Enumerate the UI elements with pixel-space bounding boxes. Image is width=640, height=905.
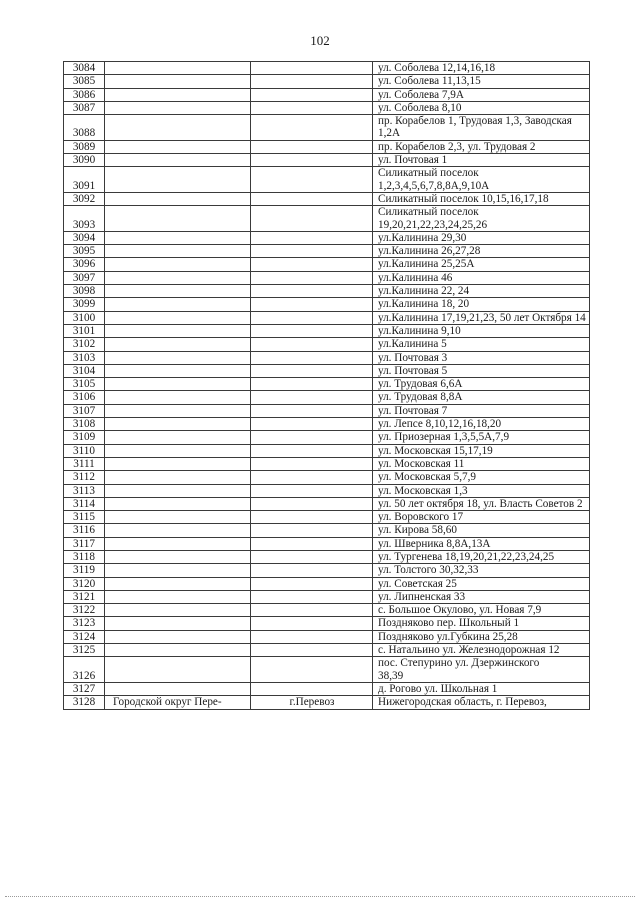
municipality-cell (105, 418, 251, 431)
row-number-cell: 3087 (64, 101, 105, 114)
table-row (64, 550, 590, 563)
address-cell: ул. Лепсе 8,10,12,16,18,20 (373, 418, 590, 431)
municipality-cell (105, 115, 251, 141)
locality-cell (251, 324, 373, 337)
address-cell: ул.Калинина 46 (373, 271, 590, 284)
row-number-cell: 3118 (64, 550, 105, 563)
locality-cell (251, 537, 373, 550)
locality-cell (251, 444, 373, 457)
address-cell (373, 311, 590, 324)
table-row (64, 604, 590, 617)
municipality-cell (105, 324, 251, 337)
locality-cell (251, 351, 373, 364)
municipality-cell (105, 630, 251, 643)
municipality-cell (105, 364, 251, 377)
row-number-cell: 3128 (64, 696, 105, 709)
municipality-cell (105, 550, 251, 563)
table-row (64, 577, 590, 590)
locality-cell (251, 115, 373, 141)
municipality-cell (105, 140, 251, 153)
row-number-cell: 3097 (64, 271, 105, 284)
table-row (64, 167, 590, 193)
locality-cell (251, 271, 373, 284)
table-row (64, 154, 590, 167)
table-row (64, 617, 590, 630)
row-number-cell: 3106 (64, 391, 105, 404)
table-row (64, 140, 590, 153)
address-line: пр. Корабелов 1, Трудовая 1,3, Заводская 1,2А (378, 115, 572, 140)
locality-cell (251, 378, 373, 391)
row-number-cell: 3096 (64, 258, 105, 271)
page-edge-line (5, 896, 635, 897)
locality-cell (251, 298, 373, 311)
row-number-cell: 3099 (64, 298, 105, 311)
address-cell: ул.Калинина 22, 24 (373, 285, 590, 298)
table-row (64, 630, 590, 643)
table-row (64, 192, 590, 205)
address-cell: ул. Соболева 12,14,16,18 (373, 62, 590, 75)
municipality-cell (105, 245, 251, 258)
locality-cell (251, 511, 373, 524)
row-number-cell: 3105 (64, 378, 105, 391)
table-row (64, 497, 590, 510)
address-cell: ул.Калинина 18, 20 (373, 298, 590, 311)
municipality-cell (105, 590, 251, 603)
table-row (64, 285, 590, 298)
address-cell: ул.Калинина 5 (373, 338, 590, 351)
table-row (64, 258, 590, 271)
page-number: 102 (310, 33, 330, 48)
municipality-cell (105, 537, 251, 550)
table-row (64, 537, 590, 550)
locality-cell (251, 192, 373, 205)
address-cell: ул. Приозерная 1,3,5,5А,7,9 (373, 431, 590, 444)
row-number-cell: 3103 (64, 351, 105, 364)
table-row (64, 324, 590, 337)
row-number-cell: 3092 (64, 192, 105, 205)
municipality-cell (105, 577, 251, 590)
table-row (64, 115, 590, 141)
address-cell: ул. Советская 25 (373, 577, 590, 590)
address-cell: ул. Почтовая 3 (373, 351, 590, 364)
municipality-cell (105, 497, 251, 510)
locality-cell (251, 497, 373, 510)
locality-cell (251, 524, 373, 537)
municipality-cell (105, 154, 251, 167)
locality-cell (251, 404, 373, 417)
address-cell: ул. Московская 1,3 (373, 484, 590, 497)
address-line: 38,39 (378, 669, 404, 682)
table-row (64, 311, 590, 324)
municipality-cell (105, 271, 251, 284)
row-number-cell: 3098 (64, 285, 105, 298)
row-number-cell: 3088 (64, 115, 105, 141)
row-number-cell: 3115 (64, 511, 105, 524)
locality-cell (251, 457, 373, 470)
table-row (64, 231, 590, 244)
address-cell: ул. Почтовая 7 (373, 404, 590, 417)
municipality-cell (105, 444, 251, 457)
address-cell: пр. Корабелов 2,3, ул. Трудовая 2 (373, 140, 590, 153)
row-number-cell: 3095 (64, 245, 105, 258)
locality-cell (251, 231, 373, 244)
address-cell (373, 206, 590, 232)
table-row (64, 338, 590, 351)
address-cell: ул.Калинина 26,27,28 (373, 245, 590, 258)
address-cell: ул. Московская 15,17,19 (373, 444, 590, 457)
locality-cell (251, 75, 373, 88)
table-row (64, 431, 590, 444)
address-cell: ул. Липненская 33 (373, 590, 590, 603)
locality-cell (251, 364, 373, 377)
municipality-cell (105, 192, 251, 205)
table-row (64, 511, 590, 524)
row-number-cell: 3085 (64, 75, 105, 88)
row-number-cell: 3125 (64, 644, 105, 657)
municipality-cell (105, 391, 251, 404)
locality-cell (251, 657, 373, 683)
locality-cell (251, 338, 373, 351)
row-number-cell: 3124 (64, 630, 105, 643)
table-row (64, 590, 590, 603)
address-cell (373, 657, 590, 683)
locality-cell (251, 630, 373, 643)
row-number-cell: 3101 (64, 324, 105, 337)
row-number-cell: 3104 (64, 364, 105, 377)
address-cell: ул. Соболева 8,10 (373, 101, 590, 114)
municipality-cell (105, 351, 251, 364)
address-line: Силикатный поселок (378, 167, 479, 180)
table-row (64, 644, 590, 657)
address-table (63, 61, 590, 710)
address-cell (373, 167, 590, 193)
address-line: пос. Степурино ул. Дзержинского (378, 657, 540, 670)
row-number-cell: 3120 (64, 577, 105, 590)
row-number-cell: 3119 (64, 564, 105, 577)
municipality-cell (105, 285, 251, 298)
municipality-cell (105, 431, 251, 444)
municipality-cell (105, 101, 251, 114)
locality-cell (251, 550, 373, 563)
table-row (64, 391, 590, 404)
row-number-cell: 3113 (64, 484, 105, 497)
municipality-cell (105, 604, 251, 617)
address-line: Силикатный поселок (378, 206, 479, 219)
row-number-cell: 3107 (64, 404, 105, 417)
municipality-cell (105, 457, 251, 470)
address-cell: ул. Трудовая 6,6А (373, 378, 590, 391)
address-cell: ул.Калинина 9,10 (373, 324, 590, 337)
address-line: ул.Калинина 17,19,21,23, 50 лет Октября 14 (378, 311, 586, 324)
municipality-cell (105, 657, 251, 683)
municipality-cell (105, 231, 251, 244)
address-cell: ул. Соболева 11,13,15 (373, 75, 590, 88)
locality-cell (251, 617, 373, 630)
address-cell: с. Большое Окулово, ул. Новая 7,9 (373, 604, 590, 617)
locality-cell (251, 391, 373, 404)
row-number-cell: 3114 (64, 497, 105, 510)
locality-cell (251, 577, 373, 590)
locality-cell (251, 471, 373, 484)
municipality-cell (105, 75, 251, 88)
row-number-cell: 3127 (64, 682, 105, 695)
table-row (64, 471, 590, 484)
row-number-cell: 3090 (64, 154, 105, 167)
table-row (64, 245, 590, 258)
row-number-cell: 3108 (64, 418, 105, 431)
table-row (64, 75, 590, 88)
row-number-cell: 3116 (64, 524, 105, 537)
address-cell: ул. Почтовая 5 (373, 364, 590, 377)
address-cell: ул. Соболева 7,9А (373, 88, 590, 101)
address-cell: с. Натальино ул. Железнодорожная 12 (373, 644, 590, 657)
municipality-cell (105, 378, 251, 391)
table-row (64, 484, 590, 497)
municipality-cell (105, 524, 251, 537)
municipality-cell (105, 471, 251, 484)
row-number-cell: 3086 (64, 88, 105, 101)
locality-cell (251, 101, 373, 114)
locality-cell (251, 644, 373, 657)
locality-cell (251, 311, 373, 324)
municipality-cell (105, 511, 251, 524)
address-cell: Поздняково ул.Губкина 25,28 (373, 630, 590, 643)
row-number-cell: 3084 (64, 62, 105, 75)
address-cell: ул. Толстого 30,32,33 (373, 564, 590, 577)
row-number-cell: 3117 (64, 537, 105, 550)
table-row (64, 351, 590, 364)
municipality-cell (105, 564, 251, 577)
table-row (64, 657, 590, 683)
table-row (64, 444, 590, 457)
address-cell: Поздняково пер. Школьный 1 (373, 617, 590, 630)
table-row (64, 101, 590, 114)
municipality-cell (105, 206, 251, 232)
municipality-cell (105, 338, 251, 351)
address-cell: ул. Московская 5,7,9 (373, 471, 590, 484)
row-number-cell: 3091 (64, 167, 105, 193)
table-row (64, 696, 590, 709)
locality-cell (251, 484, 373, 497)
table-row (64, 524, 590, 537)
municipality-cell (105, 167, 251, 193)
row-number-cell: 3126 (64, 657, 105, 683)
locality-cell (251, 154, 373, 167)
municipality-cell (105, 404, 251, 417)
table-body (64, 62, 590, 710)
locality-cell (251, 590, 373, 603)
table-row (64, 682, 590, 695)
municipality-cell (105, 682, 251, 695)
address-cell: ул. Московская 11 (373, 457, 590, 470)
address-cell: ул. Воровского 17 (373, 511, 590, 524)
locality-cell (251, 285, 373, 298)
municipality-cell (105, 644, 251, 657)
locality-cell (251, 206, 373, 232)
row-number-cell: 3089 (64, 140, 105, 153)
address-cell: ул. Кирова 58,60 (373, 524, 590, 537)
row-number-cell: 3121 (64, 590, 105, 603)
table-row (64, 378, 590, 391)
address-cell: Силикатный поселок 10,15,16,17,18 (373, 192, 590, 205)
address-cell: ул.Калинина 29,30 (373, 231, 590, 244)
row-number-cell: 3102 (64, 338, 105, 351)
table-row (64, 404, 590, 417)
table-row (64, 88, 590, 101)
municipality-cell (105, 484, 251, 497)
row-number-cell: 3122 (64, 604, 105, 617)
address-line: 19,20,21,22,23,24,25,26 (378, 218, 488, 231)
municipality-cell (105, 298, 251, 311)
address-cell: ул. Шверника 8,8А,13А (373, 537, 590, 550)
row-number-cell: 3112 (64, 471, 105, 484)
address-line: ул. 50 лет октября 18, ул. Власть Советов 2 (378, 497, 583, 510)
locality-cell (251, 167, 373, 193)
address-line: 1,2,3,4,5,6,7,8,8А,9,10А (378, 179, 490, 192)
table-row (64, 62, 590, 75)
address-cell (373, 115, 590, 141)
locality-cell (251, 258, 373, 271)
table-row (64, 457, 590, 470)
locality-cell (251, 140, 373, 153)
address-cell: ул. Тургенева 18,19,20,21,22,23,24,25 (373, 550, 590, 563)
locality-cell (251, 604, 373, 617)
address-cell: ул. Трудовая 8,8А (373, 391, 590, 404)
municipality-cell: Городской округ Пере- (105, 696, 251, 709)
table-row (64, 364, 590, 377)
row-number-cell: 3094 (64, 231, 105, 244)
municipality-cell (105, 258, 251, 271)
locality-cell (251, 431, 373, 444)
locality-cell: г.Перевоз (251, 696, 373, 709)
address-cell: д. Рогово ул. Школьная 1 (373, 682, 590, 695)
municipality-cell (105, 617, 251, 630)
address-cell: ул. Почтовая 1 (373, 154, 590, 167)
locality-cell (251, 564, 373, 577)
row-number-cell: 3123 (64, 617, 105, 630)
municipality-cell (105, 62, 251, 75)
address-cell (373, 497, 590, 510)
table-row (64, 418, 590, 431)
locality-cell (251, 88, 373, 101)
row-number-cell: 3111 (64, 457, 105, 470)
municipality-cell (105, 311, 251, 324)
row-number-cell: 3109 (64, 431, 105, 444)
locality-cell (251, 418, 373, 431)
address-cell: ул.Калинина 25,25А (373, 258, 590, 271)
locality-cell (251, 682, 373, 695)
table-row (64, 206, 590, 232)
locality-cell (251, 245, 373, 258)
locality-cell (251, 62, 373, 75)
table-row (64, 564, 590, 577)
row-number-cell: 3100 (64, 311, 105, 324)
row-number-cell: 3110 (64, 444, 105, 457)
table-row (64, 298, 590, 311)
table-row (64, 271, 590, 284)
row-number-cell: 3093 (64, 206, 105, 232)
municipality-cell (105, 88, 251, 101)
address-cell: Нижегородская область, г. Перевоз, (373, 696, 590, 709)
